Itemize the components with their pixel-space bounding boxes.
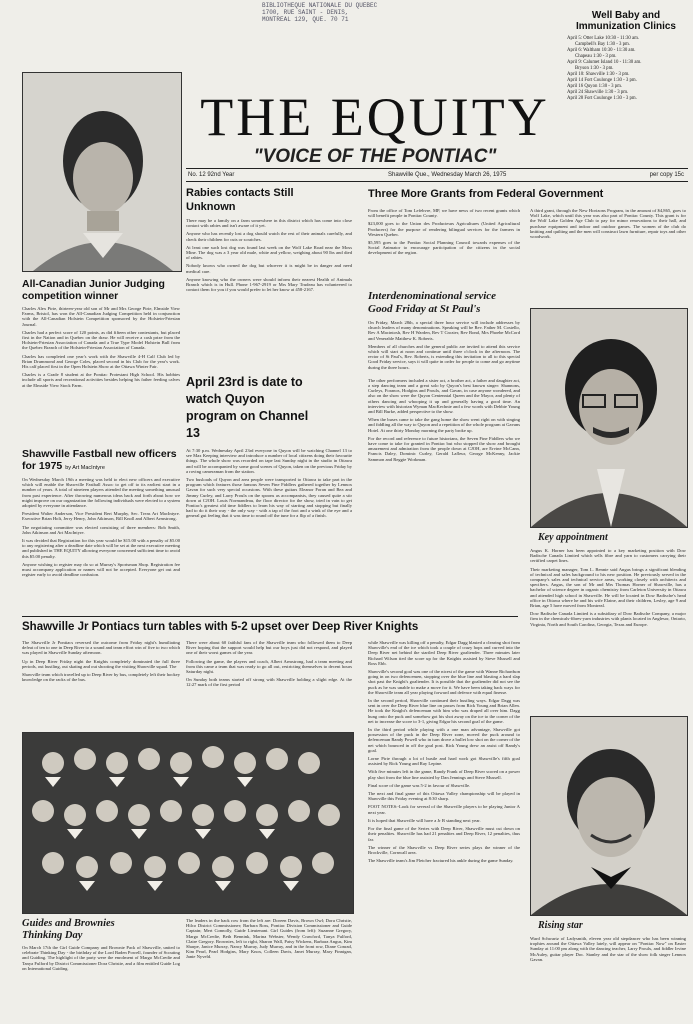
- issue-number: No. 12 92nd Year: [188, 172, 235, 178]
- key-appointment-caption: Key appointment: [538, 532, 608, 543]
- judging-paragraph: Charles had a perfect score of 120 points, as did fifteen other contestants, but placed first in the Nation and in Quebec on the draw. He will receive a cash prize from the Holstein-Friesian Association of Canada and a True Type Model Holstein Bull from the Quebec Branch of the Holstein-Friesian Association of Canada.: [22, 329, 180, 351]
- fastball-headline-text: Shawville Fastball new officers for 1975: [22, 448, 177, 472]
- hockey-paragraph: The winner of the Shawville vs Deep River series plays the winner of the Brockville, Cornwall area.: [368, 844, 520, 855]
- hockey-paragraph: The next and final game of this Ottawa Valley championship will be played in Shawville this Friday evening at 8:30 sharp.: [368, 791, 520, 802]
- rabies-paragraph: Nobody knows who owned the dog but whoever it is might be in danger and need medical care.: [186, 263, 352, 274]
- grants-paragraph: $23,000 goes to the Union des Producteurs Agricultures (United Agricultural Producers) for the purpose of rendering bilingual services for the farmers in Western Quebec.: [368, 221, 520, 237]
- hockey-paragraph: In the third period while playing with a one man advantage, Shawville got possession of the puck in the Deep River zone, moved the puck around to defenceman Randy Powell who in turn drove a bullet low shot on the corner of the net which bounced in off the goal post. Rick Young drew an assist off Randy's goal.: [368, 727, 520, 753]
- fastball-headline: [22, 448, 180, 474]
- goodfriday-paragraph: For the record and reference to future historians, the Seven Fine Fiddlers who we have come to take for granted in Pontiac but who stopped the show and brought amazement and admiration from the people down at CJOH, are Ervine McCann, Francis Daley, Dominic Curley, Gerald Lafleur, George McKenny, Jackie Sammon and Reggie Workman.: [368, 435, 520, 462]
- man-portrait-illustration: [531, 309, 687, 527]
- clinic-item: April 28 Fort Coulonge 1:30 - 3 pm.: [567, 96, 637, 101]
- grants-paragraph: From the office of Tom Lefebvre, MP, we have news of two recent grants which will benefit people in Pontiac County.: [368, 208, 520, 219]
- rising-star-text: [530, 936, 686, 965]
- group-photo-illustration: [23, 733, 353, 913]
- fastball-article: [22, 448, 180, 580]
- judging-article: [22, 278, 180, 391]
- young-boy-portrait-illustration: [531, 717, 687, 915]
- clinics-title-2: Immunization Clinics: [575, 21, 676, 32]
- hockey-paragraph: FOOT NOTES:-Look for several of the Shawville players to be playing Junior A next year.: [368, 804, 520, 815]
- rabies-headline: Rabies contacts Still Unknown: [186, 187, 294, 213]
- goodfriday-article: [368, 290, 520, 465]
- hockey-paragraph: On Sunday both teams started off strong with Shawville holding a slight edge. At the 12:27 mark of the first period: [186, 677, 352, 688]
- judging-paragraph: Charles has completed one year's work with the Shawville 4-H Calf Club led by Brian Drummond and George Coles, placed second in his Club for the year's work. His calf placed first in the Open Holstein Show at the Ottawa Winter Fair.: [22, 353, 180, 370]
- guides-article: [22, 918, 180, 974]
- hockey-paragraph: There were about 60 faithful fans of the Shawville team who followed them to Deep River hoping that the support would help but our boys just did not respond, and played one of their worst games of the year.: [186, 640, 352, 656]
- stamp-line-2: 1700, RUE SAINT - DENIS,: [262, 9, 349, 16]
- guides-photo-caption: [186, 918, 352, 963]
- hockey-headline: Shawville Jr Pontiacs turn tables with 5-2 upset over Deep River Knights: [22, 621, 419, 633]
- clinic-item: April 16 Quyon 1:30 - 3 pm.: [567, 84, 623, 89]
- clinic-item: April 6: Waltham 10:30 - 11:30 am.: [567, 48, 636, 53]
- goodfriday-paragraph: When the buses came to take the gang home the show went right on with singing and fiddling all the way to Quyon and a repetition of the whole program at Gavans Hotel. At one thirty Monday morning the party broke up.: [368, 417, 520, 433]
- guides-headline: Guides and Brownies Thinking Day: [22, 918, 115, 941]
- clinic-item: April 10: Shawville 1:30 - 3 pm.: [567, 72, 630, 77]
- fastball-byline: by Art MacIntyre: [65, 465, 105, 471]
- masthead-subtitle: "VOICE OF THE PONTIAC": [253, 146, 497, 167]
- hockey-paragraph: Shawville team which travelled up to Deep River by bus, completely left their hockey knowledge on the racks of the bus.: [22, 672, 180, 683]
- goodfriday-headline: Interdenominational service Good Friday at St Paul's: [368, 290, 497, 315]
- hockey-paragraph: Lorne Pirie through a lot of hustle and hard work got Shawville's fifth goal assisted by Rick Young and Ray Lepine.: [368, 756, 520, 767]
- hockey-paragraph: In the second period, Shawville continued their hustling ways. Edgar Dagg was sent in over the Deep River blue line on passes from Rick Young and Brian Allen. He took the Knight's defenceman with him who was draped all over him. Dagg hung onto the puck and somehow got his shot away on the ice to the corner of the net to increase the score to 3-1, giving Edgar his second goal of the game.: [368, 698, 520, 724]
- clinic-item: April 5: Otter Lake 10:30 - 11:30 am.: [567, 36, 640, 41]
- masthead-title: THE EQUITY: [200, 87, 550, 147]
- masthead: [185, 88, 565, 168]
- fastball-paragraph: President Walter Anderson, Vice President Bert Murphy, Sec. Treas Art MacIntyre. Executive Brian Holt, Jerry Henry, John Atkinson, Bill Knoll and Albert Armstrong.: [22, 511, 180, 522]
- rabies-article: [186, 186, 352, 295]
- grants-paragraph: $5,595 goes to the Pontiac Social Planning Council towards expenses of the Social Animator to encourage participation of the citizens in the social development of the region.: [368, 240, 520, 256]
- portrait-photo-charles-pirie: [22, 72, 182, 272]
- clinic-item: April 24 Shawville 1:30 - 3 pm.: [567, 90, 629, 95]
- dateline-bar: [186, 170, 688, 180]
- hockey-rule: [22, 616, 518, 617]
- goodfriday-paragraph: Members of all churches and the general public are invited to attend this service which will start at noon and continue until three o'clock in the afternoon. The rector of St Paul's, Rev. Roberts, is extending this invitation to all to this special Good Friday service, says it will quite in order for people to come and go anytime during the three hours.: [368, 343, 520, 370]
- fastball-paragraph: On Wednesday March 19th a meeting was held to elect new officers and executive which will enable the Shawville Fastball Assoc to get off to its earliest start in a number of years. A total of nineteen players attended the meeting something unusual from past experience. After throwing numerous ideas back and forth about how we might improve on our organization the following individuals were elected to a system adopted by everyone in attendance.: [22, 477, 180, 509]
- rabies-paragraph: There may be a family on a farm somewhere in this district which has come into close contact with rabies and isn't aware of it yet.: [186, 218, 352, 229]
- hockey-paragraph: With five minutes left in the game, Randy Frank of Deep River scored on a power play shot from the blue line assisted by Dan Jennings and Steve Mussell.: [368, 769, 520, 780]
- clinic-item: Campbell's Bay 1:30 - 3 pm.: [575, 42, 630, 47]
- clinic-item: Chapeau 1:30 - 3 pm.: [575, 54, 617, 59]
- library-stamp: [262, 2, 462, 23]
- rising-star-caption: Rising star: [538, 920, 583, 931]
- boy-portrait-illustration: [23, 73, 181, 271]
- rabies-paragraph: At least one such lost dog was found last week on the Wolf Lake Road near the Moss Mine. The dog was a 3 year old male, white and yellow, weighing about 90 lbs and died of rabies.: [186, 244, 352, 261]
- dateline: Shawville Que., Wednesday March 26, 1975: [388, 172, 507, 178]
- clinic-item: April 9: Calumet Island 10 - 11:30 am.: [567, 60, 642, 65]
- key-appointment-paragraph: Dow Badische Canada Limited is a subsidiary of Dow Badische Company, a major firm in the chemicals-fibres-yarn industries with plants located in Anglesor, Ontario, Virginia, North and South Carolina, Georgia, Texas and Europe.: [530, 611, 686, 627]
- hockey-paragraph: Shawville's second goal was one of the nicest of the game with Wanne Richardson going in on two defencemen, stopping over the blue line and blasting a hard slap shot past the Knight's goaltender. It is possible that the goaltender did not see the puck as he was unable to make a move for it. We have been taking back ways for the Shawville team all year playing forward and defence with equal finesse.: [368, 669, 520, 695]
- stamp-line-1: BIBLIOTHEQUE NATIONALE DU QUEBEC: [262, 2, 378, 9]
- clinic-item: April 14 Fort Coulonge 1:30 - 3 pm.: [567, 78, 637, 83]
- grants-headline: Three More Grants from Federal Government: [368, 188, 604, 200]
- hockey-paragraph: It is hoped that Shawville will have a Jr B standing next year.: [368, 817, 481, 823]
- clinic-item: Bryson 1:30 - 3 pm.: [575, 66, 614, 71]
- hockey-paragraph: The Shawville team's Jim Fletcher fractured his ankle during the game Sunday.: [368, 858, 514, 864]
- hockey-paragraph: while Shawville was killing off a penalty, Edgar Dagg blasted a clearing shot from Shawville's end of the ice which took a couple of crazy hops and curved into the Deep River net behind the startled Deep River goaltender. Three minutes later Richard Wilson tied the score up for the Knights assisted by Steve Mussell and Ross Ebb.: [368, 640, 520, 666]
- price: per copy 15c: [649, 172, 684, 178]
- hockey-paragraph: Following the game, the players and coach, Albert Armstrong, had a team meeting and from this came a team that was ready to go all out, restricting themselves to decent hours Saturday night.: [186, 658, 352, 675]
- fastball-paragraph: The negotiating committee was elected consisting of three members: Bob Smith, John Atkinson and Art MacIntyre.: [22, 524, 180, 535]
- rabies-paragraph: Anyone who has recently lost a dog should watch the rest of their animals carefully, and check their children for cuts or scratches.: [186, 231, 352, 242]
- hockey-paragraph: Final score of the game was 5-2 in favour of Shawville.: [368, 782, 471, 788]
- hockey-paragraph: Up in Deep River Friday night the Knights completely dominated the full three periods, out hustling, out skating and out shooting the visiting Shawville squad. The: [22, 658, 180, 669]
- clinics-box: [567, 10, 685, 102]
- goodfriday-paragraph: On Friday, March 28th, a special three hour service will include addresses by church leaders of many denominations. Speaking will be Rev. Father M. Costello, Rev A Macintosh, Rev H Warden, Rev T Crozier, Rev Bond, Mrs Phoebe McCord and Venerable Matthew K. Roberts.: [368, 320, 520, 341]
- masthead-rule-top: [186, 168, 688, 169]
- key-appointment-paragraph: Angus K. Horner has been appointed to a key marketing position with Dow Badische Canada Limited which sells fibre and yarn to customers carrying their certified carpet lines.: [530, 548, 686, 564]
- key-appointment-paragraph: Their marketing manager, Tom L. Bennie said Angus brings a significant blending of technical and sales background to his new position. He previously served in the company's sales and technical service areas, working closely with architects and specifiers. Angus, the son of Mr and Mrs Thomas Horner of Shawville, has a bachelor of science degree in organic chemistry from Carleton University in Ottawa and attended high school in Shawville. He will be located in Dow Badische's head office in Ottawa where he and his wife Elaine, and their children, Lesley, age 9 and Brian, age 5 have moved from Montreal.: [530, 566, 686, 609]
- quyon-paragraph: Two busloads of Quyon and area people were transported to Ottawa to take part in the program which features those famous Seven Fine Fiddlers gathered together by Lennox Gavan for such very special occasions. With these guitars Eleanor Foran and Bea and Jimmy Curley, and Larry Proulx on the spoons as accompanists, they caused quite a stir down at CJOH. Louis Normandeau, the floor director for the show, tried in vain to get Pontiac's greatest old time fiddlers to learn his way of starting and stopping but finally had to do it their way - the only way - with a tap of the foot and a wink of the eye and a general gut feeling that it was time to round off the tune for a flip of a finish.: [186, 477, 352, 519]
- fastball-paragraph: It was decided that Registration for this year would be $15.00 with a penalty of $5.00 to any registering after a deadline date which will be set at the next executive meeting and published in THE EQUITY allowing everyone concerned sufficient time to avoid this $5.00 penalty.: [22, 538, 180, 559]
- quyon-headline: April 23rd is date to watch Quyon program on Channel 13: [186, 375, 309, 440]
- masthead-rule-bottom: [186, 181, 688, 182]
- guides-paragraph: On March 17th the Girl Guide Company and Brownie Pack of Shawville, united to celebrate Thinking Day - the birthday of the Lord Baden Powell, founder of Scouting and Guiding. The highlight of the party were the enrolment of Margo McCredie and Tanya Fulford by District Commissioner Dora Christie, and a film entitled Guide Log on International Guiding.: [22, 945, 180, 971]
- grants-paragraph: A third grant, through the New Horizons Program, in the amount of $4,865, goes to Wolf Lake, which until this year was also part of Pontiac County. This grant is for the Wolf Lake Golden Age Club to pay for minor renovations to their hall, and purchase equipment and indoor and outdoor games. The women of the club do knitting and quilting and the men will construct lawn furniture, repair toys and other woodwork.: [530, 208, 686, 240]
- judging-paragraph: Charles is a Grade 8 student at the Pontiac Protestant High School. His hobbies include all sports and recreational activities besides helping his father feeding calves at the Elmside View Stock Farm.: [22, 372, 180, 388]
- goodfriday-paragraph: The other performers included a sister act, a brother act, a father and daughter act, a step dancing team and a great solo by Quyon's best known singer: Shannons, Curleys, Foranos, Hodgins and Proulx, and Gavan, in case anyone wondered, and also on the show were the Quyon Centennial Queen and the Mayor, and plenty of others dancing and whooping it up and generally having a good time. An interview with historian Wyman MacKechnie and a few words with Debbie Young and Bill Burke, added perspective to the show.: [368, 377, 520, 415]
- rabies-paragraph: Anyone knowing who the owners were should inform their nearest Health of Animals Branch which is in Hull. Phone 1-967-2919 or Mrs Mary Trudeau has volunteered to contact them for you if you would prefer to let her know at 458-2167.: [186, 276, 352, 293]
- guides-brownies-group-photo: [22, 732, 354, 914]
- guides-caption-text: The leaders in the back row from the left are: Doreen Davis, Brown Owl; Dora Christie, Hilco District Commissioner; Barbara Ross, Pontiac Division Commissioner and Guide Captain; Mert Connolly, Guide Lieutenant. Girl Guides (from left): Suzanne Gregory, Margo McCredie, Beth Bennink, Marina Webster, Wendy Crawford, Tanya Fulford, Claire Gregory. Brownies, left to right, Sharon Wall, Patsy Wickens, Barbara Angus, Kim Sharpe, Janice Murray, Nancy Murray, Judy Murray, and in the front row, Diane Conrad, Kim Pearl, Pearl Hodgins, Mary Knox, Colleen Davis, Janet Murray, Mary Finnigan, Janie Nyveld.: [186, 918, 352, 960]
- stamp-line-3: MONTREAL 129, QUE. 70 71: [262, 16, 349, 23]
- clinics-title-1: Well Baby and: [591, 10, 661, 21]
- rising-star-paragraph: Ward Schwartz of Ladysmith, eleven year old stepdancer who has been winning trophies around the Ottawa Valley lately, will appear on "Pontiac Now" on Easter Sunday at 11:00 pm along with the dancing teacher, Larry Proulx, and fiddler Irvine McAuley, guitar player Doc. Stanley and the star of the show folk singer Lennox Gavan.: [530, 936, 686, 962]
- grants-column-2: [530, 208, 686, 242]
- judging-headline: All-Canadian Junior Judging competition winner: [22, 278, 165, 302]
- hockey-column-1: [22, 640, 180, 685]
- grants-column-1: [368, 208, 520, 259]
- hockey-column-3: [368, 640, 520, 866]
- hockey-paragraph: For the final game of the Series with Deep River, Shawville must cut down on their penalties. Shawville has had 21 penalties and Deep River, 12 penalties, thus far.: [368, 826, 520, 842]
- judging-paragraph: Charles Alex Pirie, thirteen-year old son of Mr and Mrs George Pirie, Elmside View Farms, Bristol, has won the All-Canadian Judging Competition held in conjunction with the All-Canadian Holstein Competition sponsored by the Holstein-Friesian Journal.: [22, 306, 180, 327]
- quyon-article: [186, 374, 352, 522]
- hockey-paragraph: The Shawville Jr Pontiacs reversed the outcome from Friday night's humiliating defeat of ten to one in Deep River to a sound and team effort win of five to two which was played in Shawville Sunday afternoon.: [22, 640, 180, 656]
- key-appointment-photo: [530, 308, 688, 528]
- fastball-paragraph: Anyone wishing to register may do so at Murray's Sportsman Shop. Registration fee must accompany application or names will not be accepted. Everyone get out and register early to avoid deadline confusion.: [22, 561, 180, 578]
- key-appointment-text: [530, 548, 686, 630]
- rising-star-photo: [530, 716, 688, 916]
- hockey-column-2: [186, 640, 352, 691]
- quyon-paragraph: At 7:30 p.m. Wednesday April 23rd everyone in Quyon will be watching Channel 13 to see Max Keeping interview and introduce a number of local citizens doing their favourite things. The whole show was recorded on tape last Sunday night in the studio in Ottawa and will be accompanied by some good scenes of Quyon, taken on the previous Friday by a roving cameraman from the station.: [186, 448, 352, 474]
